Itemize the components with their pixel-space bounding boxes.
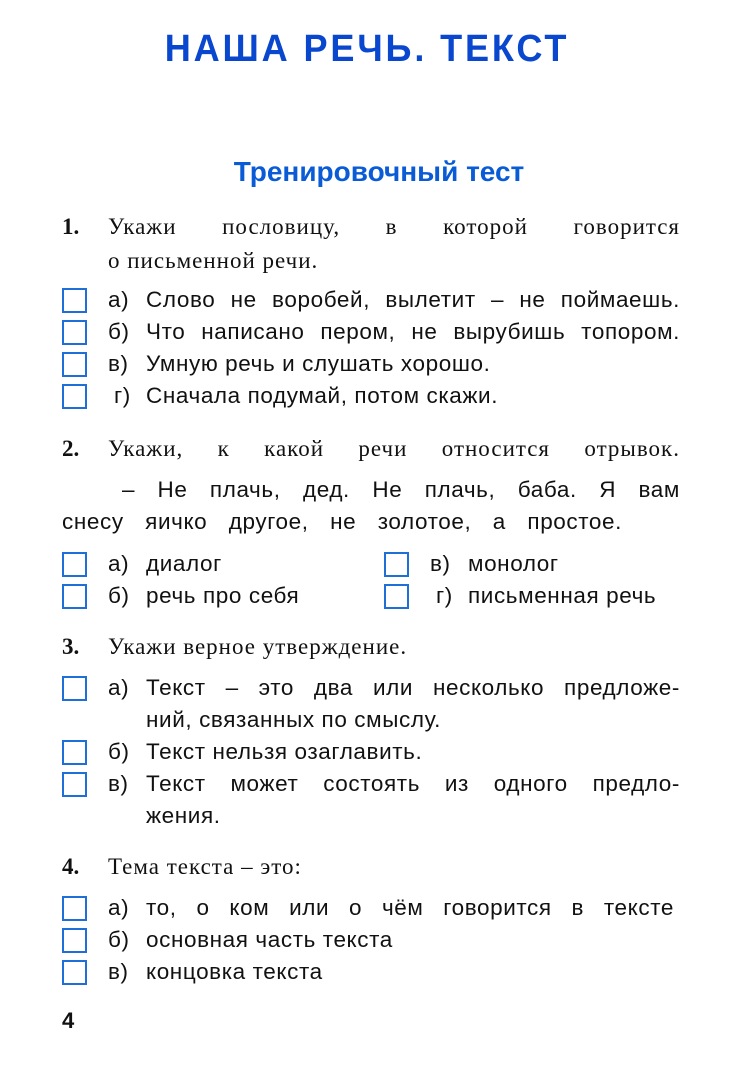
answer-checkbox[interactable]: [62, 676, 87, 701]
option-text: речь про себя: [146, 583, 300, 608]
option-text: Что написано пером, не вырубишь топором.: [146, 319, 680, 344]
option-text: монолог: [468, 551, 559, 576]
question-text: Тема текста – это:: [108, 854, 302, 879]
option-text: ний, связанных по смыслу.: [146, 707, 442, 732]
option-text: Слово не воробей, вылетит – не поймаешь.: [146, 287, 680, 312]
question-text: о письменной речи.: [108, 248, 319, 273]
option-letter: а): [108, 551, 130, 576]
option-letter: в): [108, 771, 129, 796]
answer-checkbox[interactable]: [62, 288, 87, 313]
option-letter: б): [108, 927, 130, 952]
question-number: 3.: [62, 634, 80, 659]
option-text: диалог: [146, 551, 222, 576]
answer-checkbox[interactable]: [62, 740, 87, 765]
question-number: 2.: [62, 436, 80, 461]
answer-checkbox[interactable]: [62, 960, 87, 985]
answer-checkbox[interactable]: [62, 584, 87, 609]
answer-checkbox[interactable]: [62, 928, 87, 953]
option-text: Текст может состоять из одного предло-: [146, 771, 680, 796]
option-letter: а): [108, 675, 130, 700]
question-text: Укажи, к какой речи относится отрывок.: [108, 436, 680, 461]
option-text: Сначала подумай, потом скажи.: [146, 383, 499, 408]
option-text: письменная речь: [468, 583, 657, 608]
passage-text: снесу яичко другое, не золотое, а простое.: [62, 509, 622, 534]
answer-checkbox[interactable]: [62, 320, 87, 345]
option-text: жения.: [146, 803, 221, 828]
option-text: концовка текста: [146, 959, 323, 984]
question-number: 4.: [62, 854, 80, 879]
option-letter: в): [430, 551, 451, 576]
answer-checkbox[interactable]: [384, 584, 409, 609]
answer-checkbox[interactable]: [384, 552, 409, 577]
option-text: Текст нельзя озаглавить.: [146, 739, 423, 764]
passage-text: – Не плачь, дед. Не плачь, баба. Я вам: [122, 477, 680, 502]
option-letter: в): [108, 351, 129, 376]
answer-checkbox[interactable]: [62, 896, 87, 921]
option-letter: б): [108, 739, 130, 764]
option-text: Текст – это два или несколько предложе-: [146, 675, 680, 700]
page-title: НАША РЕЧЬ. ТЕКСТ: [164, 28, 570, 70]
option-letter: б): [108, 319, 130, 344]
section-subtitle: Тренировочный тест: [233, 156, 525, 187]
option-letter: г): [436, 583, 453, 608]
option-letter: а): [108, 895, 130, 920]
option-text: основная часть текста: [146, 927, 393, 952]
option-letter: в): [108, 959, 129, 984]
question-number: 1.: [62, 214, 80, 239]
option-letter: б): [108, 583, 130, 608]
option-letter: г): [114, 383, 131, 408]
answer-checkbox[interactable]: [62, 384, 87, 409]
option-text: Умную речь и слушать хорошо.: [146, 351, 491, 376]
question-text: Укажи пословицу, в которой говорится: [108, 214, 680, 239]
option-letter: а): [108, 287, 130, 312]
question-text: Укажи верное утверждение.: [108, 634, 408, 659]
option-text: то, о ком или о чём говорится в тексте: [146, 895, 674, 920]
page-number: 4: [62, 1008, 75, 1033]
answer-checkbox[interactable]: [62, 352, 87, 377]
answer-checkbox[interactable]: [62, 552, 87, 577]
answer-checkbox[interactable]: [62, 772, 87, 797]
